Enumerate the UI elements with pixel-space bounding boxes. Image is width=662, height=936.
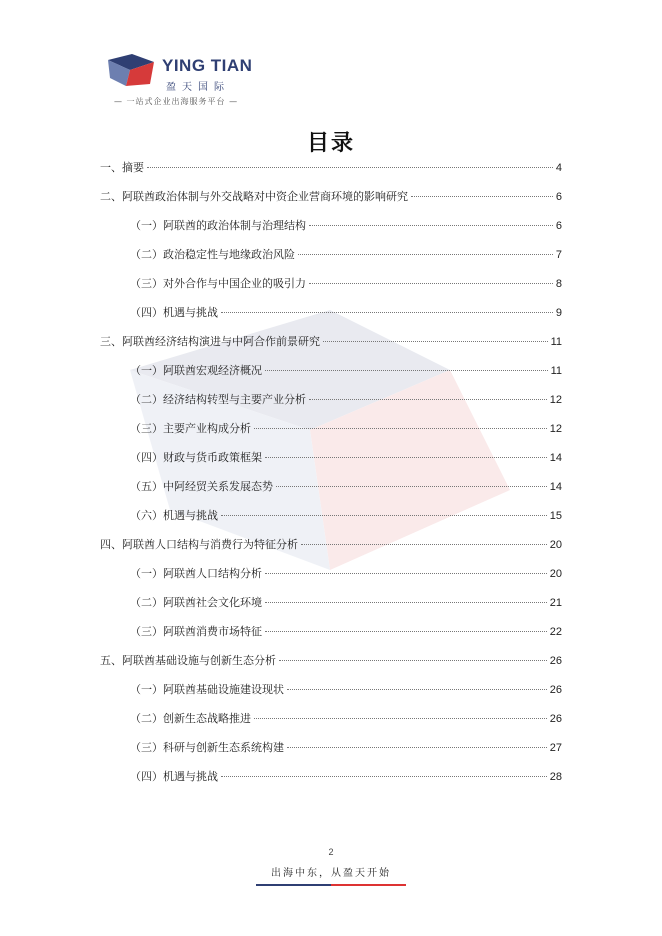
toc-entry[interactable] [130,478,562,498]
dot-leader [254,718,547,719]
dot-leader [309,225,553,226]
page-number: 2 [328,847,334,857]
dot-leader [276,486,547,487]
toc-page-number: 21 [549,597,562,609]
dot-leader [411,196,553,197]
toc-entry-text: （六）机遇与挑战 [130,509,218,522]
dot-leader [265,573,547,574]
toc-page-number: 8 [555,278,562,290]
toc-page-number: 6 [555,191,562,203]
brand-name-cn: 盈天国际 [166,82,230,93]
dot-leader [309,283,553,284]
toc-page-number: 15 [549,510,562,522]
dot-leader [265,631,547,632]
toc-entry[interactable] [100,536,562,556]
toc-page-number: 20 [549,568,562,580]
toc-entry[interactable] [130,565,562,585]
toc-entry[interactable] [100,333,562,353]
toc-page-number: 12 [549,423,562,435]
toc-entry[interactable] [130,739,562,759]
dot-leader [221,515,547,516]
toc-page-number: 28 [549,771,562,783]
toc-entry-text: 五、阿联酋基础设施与创新生态分析 [100,654,276,667]
toc-entry-text: （五）中阿经贸关系发展态势 [130,480,273,493]
toc-entry[interactable] [130,420,562,440]
toc-entry-text: （一）阿联酋人口结构分析 [130,567,262,580]
toc-entry[interactable] [100,652,562,672]
toc-entry-text: （一）阿联酋基础设施建设现状 [130,683,284,696]
toc-entry-text: （二）经济结构转型与主要产业分析 [130,393,306,406]
toc-entry[interactable] [130,246,562,266]
toc-entry[interactable] [130,768,562,788]
toc-page-number: 26 [549,655,562,667]
toc-entry-text: 三、阿联酋经济结构演进与中阿合作前景研究 [100,335,320,348]
toc-page-number: 14 [549,452,562,464]
footer-tagline: 出海中东，从盈天开始 [271,868,391,879]
toc-entry[interactable] [130,594,562,614]
toc-entry-text: （二）政治稳定性与地缘政治风险 [130,248,295,261]
slogan: — 一站式企业出海服务平台 — [114,97,239,106]
footer-divider [256,884,406,886]
toc-page-number: 26 [549,684,562,696]
dot-leader [279,660,547,661]
toc-entry-text: （三）科研与创新生态系统构建 [130,741,284,754]
toc-entry[interactable] [130,449,562,469]
toc-entry-text: （二）创新生态战略推进 [130,712,251,725]
dot-leader [301,544,547,545]
toc-entry-text: （三）主要产业构成分析 [130,422,251,435]
dot-leader [287,689,547,690]
toc-page-number: 11 [550,365,562,377]
toc-entry-text: （一）阿联酋的政治体制与治理结构 [130,219,306,232]
dot-leader [221,776,547,777]
brand-name-en: YING TIAN [162,56,253,75]
toc-entry[interactable] [130,391,562,411]
toc-entry-text: （一）阿联酋宏观经济概况 [130,364,262,377]
toc-page-number: 14 [549,481,562,493]
toc-page-number: 6 [555,220,562,232]
toc-page-number: 27 [549,742,562,754]
dot-leader [309,399,547,400]
toc-entry-text: （三）对外合作与中国企业的吸引力 [130,277,306,290]
toc-entry[interactable] [130,275,562,295]
toc-entry-text: （三）阿联酋消费市场特征 [130,625,262,638]
toc-entry-text: （四）财政与货币政策框架 [130,451,262,464]
dot-leader [265,370,548,371]
dot-leader [323,341,548,342]
page-title: 目录 [306,130,355,156]
toc-page-number: 11 [550,336,562,348]
toc-entry[interactable] [130,362,562,382]
toc-page-number: 20 [549,539,562,551]
toc-entry[interactable] [100,159,562,179]
toc-entry-text: （二）阿联酋社会文化环境 [130,596,262,609]
toc-page-number: 12 [549,394,562,406]
toc-entry-text: 一、摘要 [100,161,144,174]
dot-leader [265,602,547,603]
toc-page-number: 4 [555,162,562,174]
toc-page-number: 26 [549,713,562,725]
toc-entry[interactable] [100,188,562,208]
dot-leader [265,457,547,458]
toc-entry-text: （四）机遇与挑战 [130,306,218,319]
toc-entry[interactable] [130,710,562,730]
dot-leader [221,312,553,313]
toc-entry-text: （四）机遇与挑战 [130,770,218,783]
dot-leader [287,747,547,748]
toc-page-number: 22 [549,626,562,638]
logo-mark-icon [106,52,156,92]
toc-entry[interactable] [130,507,562,527]
toc-entry-text: 二、阿联酋政治体制与外交战略对中资企业营商环境的影响研究 [100,190,408,203]
toc-page-number: 7 [555,249,562,261]
toc-entry-text: 四、阿联酋人口结构与消费行为特征分析 [100,538,298,551]
toc-entry[interactable] [130,623,562,643]
toc-entry[interactable] [130,681,562,701]
dot-leader [254,428,547,429]
toc-entry[interactable] [130,304,562,324]
toc-entry[interactable] [130,217,562,237]
company-logo [106,52,256,100]
dot-leader [298,254,553,255]
dot-leader [147,167,553,168]
toc-page-number: 9 [555,307,562,319]
